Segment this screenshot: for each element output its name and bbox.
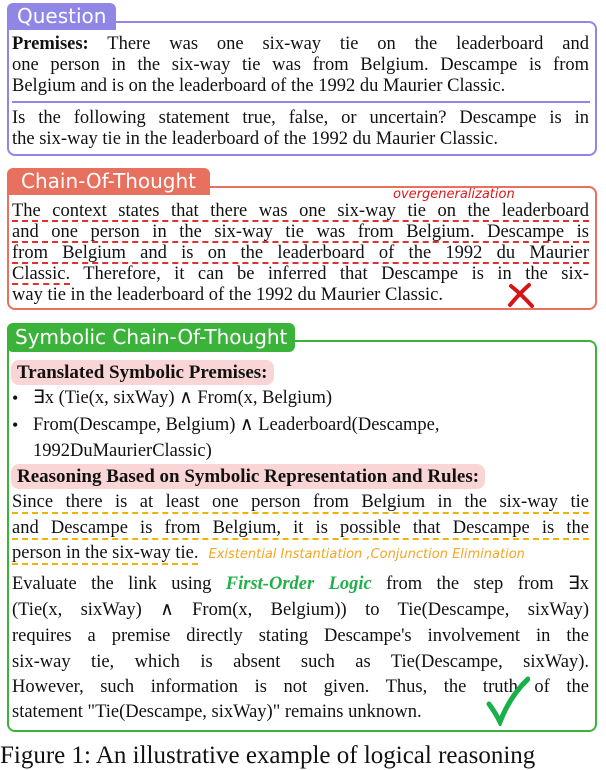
symbolic-premise-cont: 1992DuMaurierClassic) — [33, 441, 212, 461]
bullet-icon: • — [12, 415, 19, 435]
overgeneralization-annotation: overgeneralization — [393, 187, 515, 202]
cot-line: and one person in the six-way tie was from Belgium. Descampe is — [12, 222, 589, 242]
premises-label: Premises: — [12, 34, 89, 54]
symbolic-premise: ∃x (Tie(x, sixWay) ∧ From(x, Belgium) — [33, 388, 332, 408]
figure-caption: Figure 1: An illustrative example of logical reasoning — [0, 742, 536, 769]
evaluation-line: (Tie(x, sixWay) ∧ From(x, Belgium)) to Tie(Descampe, sixWay) — [12, 600, 589, 620]
evaluation-line: requires a premise directly stating Descampe's involvement in the — [12, 626, 589, 646]
symbolic-premise: From(Descampe, Belgium) ∧ Leaderboard(Descampe, — [33, 415, 440, 435]
reasoning-line: and Descampe is from Belgium, it is possible that Descampe is the — [12, 518, 589, 538]
translated-premises-header: Translated Symbolic Premises: — [11, 360, 274, 385]
question-line: the six-way tie in the leaderboard of the 1992 du Maurier Classic. — [12, 129, 498, 149]
first-order-logic-highlight: First-Order Logic — [225, 574, 372, 594]
cot-tab: Chain-Of-Thought — [7, 168, 210, 195]
premise-line: Premises: There was one six-way tie on the leaderboard and — [12, 34, 590, 54]
reasoning-line: Since there is at least one person from Belgium in the six-way tie — [12, 492, 589, 512]
divider — [12, 101, 590, 103]
check-icon — [486, 676, 530, 726]
cross-icon — [507, 282, 535, 308]
premise-line: Belgium and is on the leaderboard of the 1992 du Maurier Classic. — [12, 76, 506, 96]
reasoning-header: Reasoning Based on Symbolic Representation and Rules: — [11, 464, 485, 489]
cot-line: Classic. Therefore, it can be inferred that Descampe is in the six- — [12, 264, 589, 284]
evaluation-line: six-way tie, which is absent such as Tie(Descampe, sixWay). — [12, 652, 589, 672]
premise-line: one person in the six-way tie was from Belgium. Descampe is from — [12, 55, 589, 75]
cot-line: way tie in the leaderboard of the 1992 du Maurier Classic. — [12, 285, 444, 305]
reasoning-line: person in the six-way tie. Existential Instantiation ,Conjunction Elimination — [12, 543, 525, 563]
evaluation-line: Evaluate the link using First-Order Logic from the step from ∃x — [12, 574, 589, 594]
cot-line: The context states that there was one six-way tie on the leaderboard — [12, 201, 589, 221]
question-tab: Question — [7, 3, 116, 30]
rule-annotation: Existential Instantiation ,Conjunction Elimination — [208, 547, 525, 562]
evaluation-line: statement "Tie(Descampe, sixWay)" remains unknown. — [12, 702, 422, 722]
cot-line: from Belgium and is on the leaderboard of the 1992 du Maurier — [12, 243, 589, 263]
evaluation-line: However, such information is not given. Thus, the truth of the — [12, 677, 589, 697]
symbolic-tab: Symbolic Chain-Of-Thought — [7, 323, 295, 352]
bullet-icon: • — [12, 388, 19, 408]
question-line: Is the following statement true, false, or uncertain? Descampe is in — [12, 108, 589, 128]
